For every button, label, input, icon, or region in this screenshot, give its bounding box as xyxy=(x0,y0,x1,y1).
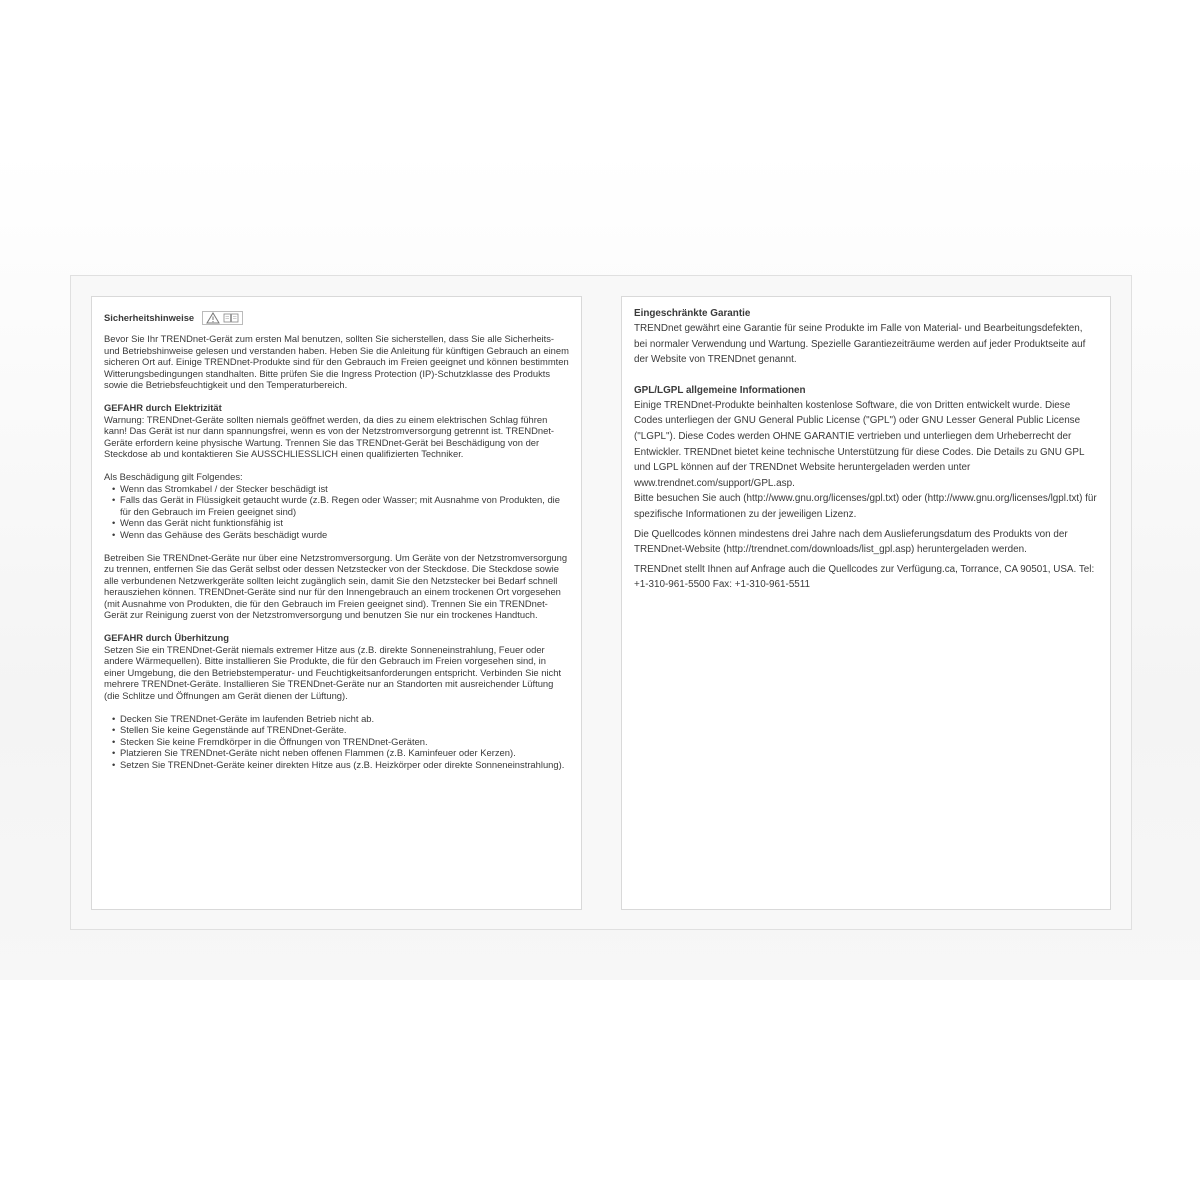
electric-text: Warnung: TRENDnet-Geräte sollten niemals geöffnet werden, da dies zu einem elektrischen Schlag führen kann! Das Gerät ist nur dann spannungsfrei, wenn es von der Netzstromversorgung getrennt ist. TRENDnet-Geräte erfordern keine physische Wartung. Trennen Sie das TRENDnet-Gerät bei Beschädigung von der Steckdose ab und kontaktieren Sie AUSSCHLIESSLICH einen qualifizierten Techniker. xyxy=(104,413,555,460)
warranty-panel xyxy=(621,296,1111,910)
heat-list xyxy=(104,713,569,771)
warning-symbols xyxy=(202,311,243,325)
power-text: Betreiben Sie TRENDnet-Geräte nur über eine Netzstromversorgung. Um Geräte von der Netzstromversorgung zu trennen, entfernen Sie das Gerät selbst oder dessen Netzstecker von der Steckdose. Die Steckdose sowie alle verbundenen Netzwerkgeräte sollten leicht zugänglich sein, damit Sie den Netzstecker bei Bedarf schnell herausziehen können. TRENDnet-Geräte sind nur für den Innengebrauch an einem trockenen Ort vorgesehen (mit Ausnahme von Produkten, die für den Gebrauch im Freien geeignet sind). Trennen Sie ein TRENDnet-Gerät zur Reinigung zuerst von der Netzstromversorgung und benutzen Sie nur ein trockenes Handtuch. xyxy=(104,551,568,621)
manual-book-icon xyxy=(223,313,239,323)
document-sheet xyxy=(70,275,1132,930)
source-code-text: Die Quellcodes können mindestens drei Jahre nach dem Auslieferungsdatum des Produkts von der TRENDnet-Website (http://trendnet.com/downloads/list_gpl.asp) heruntergeladen werden. xyxy=(634,528,1068,556)
warranty-title: Eingeschränkte Garantie xyxy=(634,308,751,319)
warning-triangle-icon xyxy=(206,312,220,324)
damage-list xyxy=(104,483,569,541)
safety-heading: Sicherheitshinweise xyxy=(104,312,195,324)
warranty-text: TRENDnet gewährt eine Garantie für seine Produkte im Falle von Material- und Bearbeitungsdefekten, bei normaler Verwendung und Wartung. Spezielle Garantiezeiträume werden auf jeder Produktseite auf der Website von TRENDnet genannt. xyxy=(634,323,1086,366)
list-item: • Platzieren Sie TRENDnet-Geräte nicht neben offenen Flammen (z.B. Kaminfeuer oder Kerzen). xyxy=(120,747,569,759)
gpl-title: GPL/LGPL allgemeine Informationen xyxy=(634,384,806,396)
list-item: • Decken Sie TRENDnet-Geräte im laufenden Betrieb nicht ab. xyxy=(120,713,569,725)
gpl-visit-text: Bitte besuchen Sie auch (http://www.gnu.org/licenses/gpl.txt) oder (http://www.gnu.org/licenses/lgpl.txt) für spezifische Informationen zu der jeweiligen Lizenz. xyxy=(634,493,1097,520)
gpl-text: Einige TRENDnet-Produkte beinhalten kostenlose Software, die von Dritten entwickelt wurde. Diese Codes unterliegen der GNU General Public License ("GPL") oder GNU Lesser General Public License ("LGPL"). Diese Codes werden OHNE GARANTIE vertrieben und unterliegen dem Urheberrecht der Entwickler. TRENDnet bietet keine technische Unterstützung für diese Codes. Die Details zu GNU GPL und LGPL können auf der TRENDnet Website heruntergeladen werden unter www.trendnet.com/support/GPL.asp. xyxy=(634,399,1085,489)
list-item: • Wenn das Stromkabel / der Stecker beschädigt ist xyxy=(120,483,569,495)
list-item: • Wenn das Gerät nicht funktionsfähig ist xyxy=(120,517,569,529)
source-request-text: TRENDnet stellt Ihnen auf Anfrage auch die Quellcodes zur Verfügung.ca, Torrance, CA 90501, USA. Tel: +1-310-961-5500 Fax: +1-310-961-5511 xyxy=(634,563,1095,591)
safety-intro: Bevor Sie Ihr TRENDnet-Gerät zum ersten Mal benutzen, sollten Sie sicherstellen, dass Sie alle Sicherheits- und Betriebshinweise gelesen und verstanden haben. Heben Sie die Anleitung für künftigen Gebrauch an einem sicheren Ort auf. Einige TRENDnet-Produkte sind für den Gebrauch im Freien geeignet und können bestimmten Witterungsbedingungen standhalten. Bitte prüfen Sie die Ingress Protection (IP)-Schutzklasse des Produkts sowie die Betriebsfeuchtigkeit und den Temperaturbereich. xyxy=(104,333,569,391)
heat-title: GEFAHR durch Überhitzung xyxy=(104,632,229,644)
list-item: • Wenn das Gehäuse des Geräts beschädigt wurde xyxy=(120,529,569,541)
list-item: • Stellen Sie keine Gegenstände auf TRENDnet-Geräte. xyxy=(120,724,569,736)
electric-title: GEFAHR durch Elektrizität xyxy=(104,401,222,413)
damage-intro: Als Beschädigung gilt Folgendes: xyxy=(104,470,243,482)
list-item: • Setzen Sie TRENDnet-Geräte keiner direkten Hitze aus (z.B. Heizkörper oder direkte Sonneneinstrahlung). xyxy=(120,759,569,771)
safety-header xyxy=(104,311,569,325)
list-item: • Stecken Sie keine Fremdkörper in die Öffnungen von TRENDnet-Geräten. xyxy=(120,736,569,748)
heat-text: Setzen Sie ein TRENDnet-Gerät niemals extremer Hitze aus (z.B. direkte Sonneneinstrahlung, Feuer oder andere Wärmequellen). Bitte installieren Sie Produkte, die für den Gebrauch im Freien vorgesehen sind, in einer Umgebung, die den Betriebstemperatur- und Feuchtigkeitsanforderungen entspricht. Verbinden Sie nicht mehrere TRENDnet-Geräte. Installieren Sie TRENDnet-Geräte nur an Standorten mit ausreichender Lüftung (die Schlitze und Öffnungen am Gerät dienen der Lüftung). xyxy=(104,643,562,702)
safety-panel xyxy=(91,296,582,910)
list-item: • Falls das Gerät in Flüssigkeit getaucht wurde (z.B. Regen oder Wasser; mit Ausnahme von Produkten, die für den Gebrauch im Freien geeignet sind) xyxy=(120,494,569,517)
